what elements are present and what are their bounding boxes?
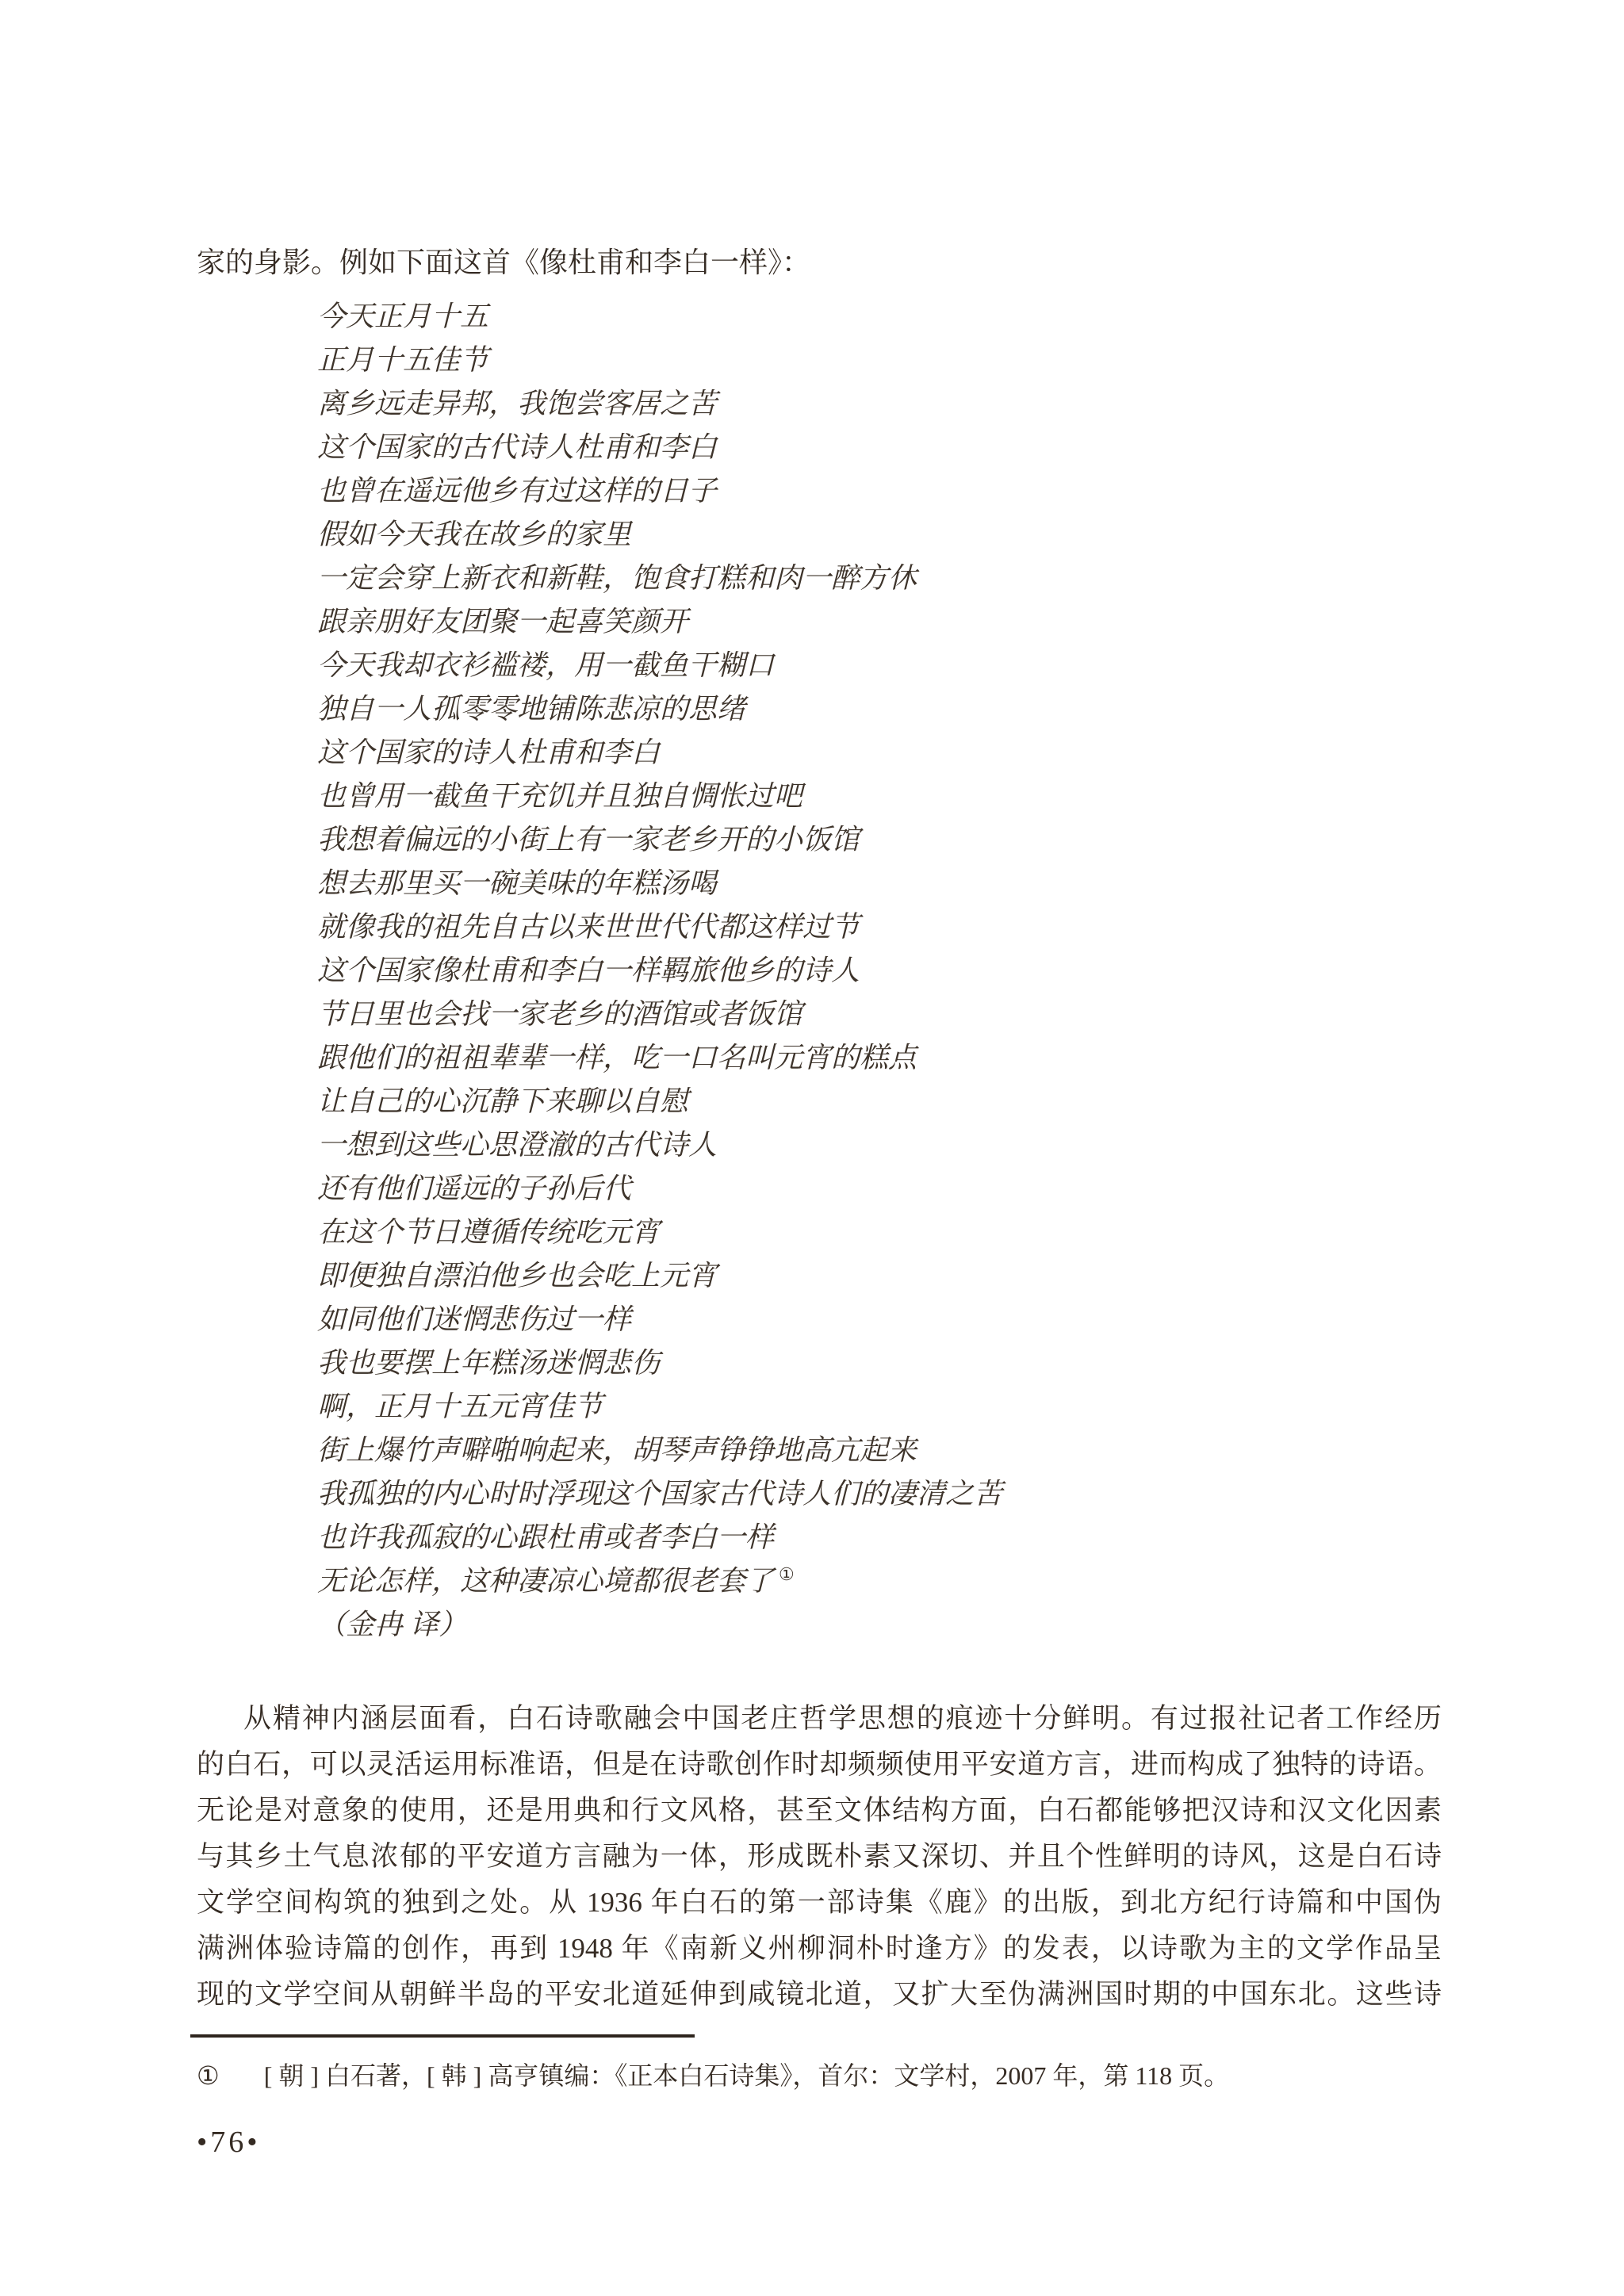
- poem-closing-text: 无论怎样，这种凄凉心境都很老套了: [317, 1565, 775, 1597]
- intro-line: 家的身影。例如下面这首《像杜甫和李白一样》：: [197, 247, 811, 278]
- poem-lines: [317, 295, 1442, 1559]
- poem-line: 让自己的心沉静下来聊以自慰: [317, 1085, 689, 1117]
- poem-line: 还有他们遥远的子孙后代: [317, 1173, 632, 1204]
- poem-line: 今天正月十五: [317, 300, 489, 332]
- footnote-separator: [190, 2034, 695, 2038]
- footnote-marker: ①: [197, 2061, 220, 2090]
- poem-line: 这个国家像杜甫和李白一样羁旅他乡的诗人: [317, 955, 860, 986]
- poem-line: 我孤独的内心时时浮现这个国家古代诗人们的凄清之苦: [317, 1478, 1003, 1510]
- body-line: 与其乡土气息浓郁的平安道方言融为一体，形成既朴素又深切、并且个性鲜明的诗风，这是白石诗: [197, 1841, 1442, 1872]
- poem-line: 这个国家的诗人杜甫和李白: [317, 737, 661, 768]
- poem-line: 正月十五佳节: [317, 344, 489, 376]
- body-line: 文学空间构筑的独到之处。从 1936 年白石的第一部诗集《鹿》的出版，到北方纪行诗篇和中国伪: [197, 1887, 1442, 1918]
- poem-line: 独自一人孤零零地铺陈悲凉的思绪: [317, 693, 746, 725]
- poem-line: 这个国家的古代诗人杜甫和李白: [317, 431, 718, 463]
- body-line: 现的文学空间从朝鲜半岛的平安北道延伸到咸镜北道，又扩大至伪满洲国时期的中国东北。这些诗: [197, 1979, 1442, 2010]
- poem-line: 我也要摆上年糕汤迷惘悲伤: [317, 1347, 661, 1379]
- poem-line: 在这个节日遵循传统吃元宵: [317, 1216, 661, 1248]
- page-number: •76•: [197, 2126, 261, 2159]
- poem-line: 我想着偏远的小街上有一家老乡开的小饭馆: [317, 824, 860, 855]
- poem-line: 想去那里买一碗美味的年糕汤喝: [317, 867, 718, 899]
- poem-line: 就像我的祖先自古以来世世代代都这样过节: [317, 911, 860, 943]
- footnote: [197, 2058, 1442, 2093]
- poem-block: [317, 295, 1442, 1647]
- body-line: 满洲体验诗篇的创作，再到 1948 年《南新义州柳洞朴时逢方》的发表，以诗歌为主的文学作品呈: [197, 1933, 1442, 1964]
- poem-line: 也许我孤寂的心跟杜甫或者李白一样: [317, 1521, 775, 1553]
- body-line: 从精神内涵层面看，白石诗歌融会中国老庄哲学思想的痕迹十分鲜明。有过报社记者工作经历: [243, 1703, 1442, 1734]
- poem-line: 跟他们的祖祖辈辈一样，吃一口名叫元宵的糕点: [317, 1042, 917, 1073]
- poem-line: 离乡远走异邦，我饱尝客居之苦: [317, 388, 718, 419]
- poem-line: 假如今天我在故乡的家里: [317, 519, 632, 550]
- footnote-reference: ①: [779, 1564, 795, 1584]
- body-paragraph: [197, 1696, 1442, 2018]
- poem-line: 啊，正月十五元宵佳节: [317, 1391, 603, 1422]
- poem-line: 今天我却衣衫褴褛，用一截鱼干糊口: [317, 649, 775, 681]
- poem-line: 如同他们迷惘悲伤过一样: [317, 1303, 632, 1335]
- poem-line: 也曾在遥远他乡有过这样的日子: [317, 475, 718, 507]
- body-line: 的白石，可以灵活运用标准语，但是在诗歌创作时却频频使用平安道方言，进而构成了独特的诗语。: [197, 1749, 1442, 1780]
- poem-line: 一想到这些心思澄澈的古代诗人: [317, 1129, 718, 1161]
- poem-line: 节日里也会找一家老乡的酒馆或者饭馆: [317, 998, 803, 1030]
- body-line: 无论是对意象的使用，还是用典和行文风格，甚至文体结构方面，白石都能够把汉诗和汉文化因素: [197, 1795, 1442, 1826]
- poem-closing-line: [317, 1559, 1442, 1603]
- poem-line: 也曾用一截鱼干充饥并且独自惆怅过吧: [317, 780, 803, 812]
- poem-line: 街上爆竹声噼啪响起来，胡琴声铮铮地高亢起来: [317, 1434, 917, 1466]
- translator-credit: （金冉 译）: [317, 1609, 468, 1640]
- poem-line: 跟亲朋好友团聚一起喜笑颜开: [317, 606, 689, 637]
- poem-line: 一定会穿上新衣和新鞋，饱食打糕和肉一醉方休: [317, 562, 917, 594]
- poem-line: 即便独自漂泊他乡也会吃上元宵: [317, 1260, 718, 1292]
- footnote-text: [ 朝 ] 白石著，[ 韩 ] 高亨镇编：《正本白石诗集》，首尔：文学村，2007 年，第 118 页。: [263, 2061, 1230, 2090]
